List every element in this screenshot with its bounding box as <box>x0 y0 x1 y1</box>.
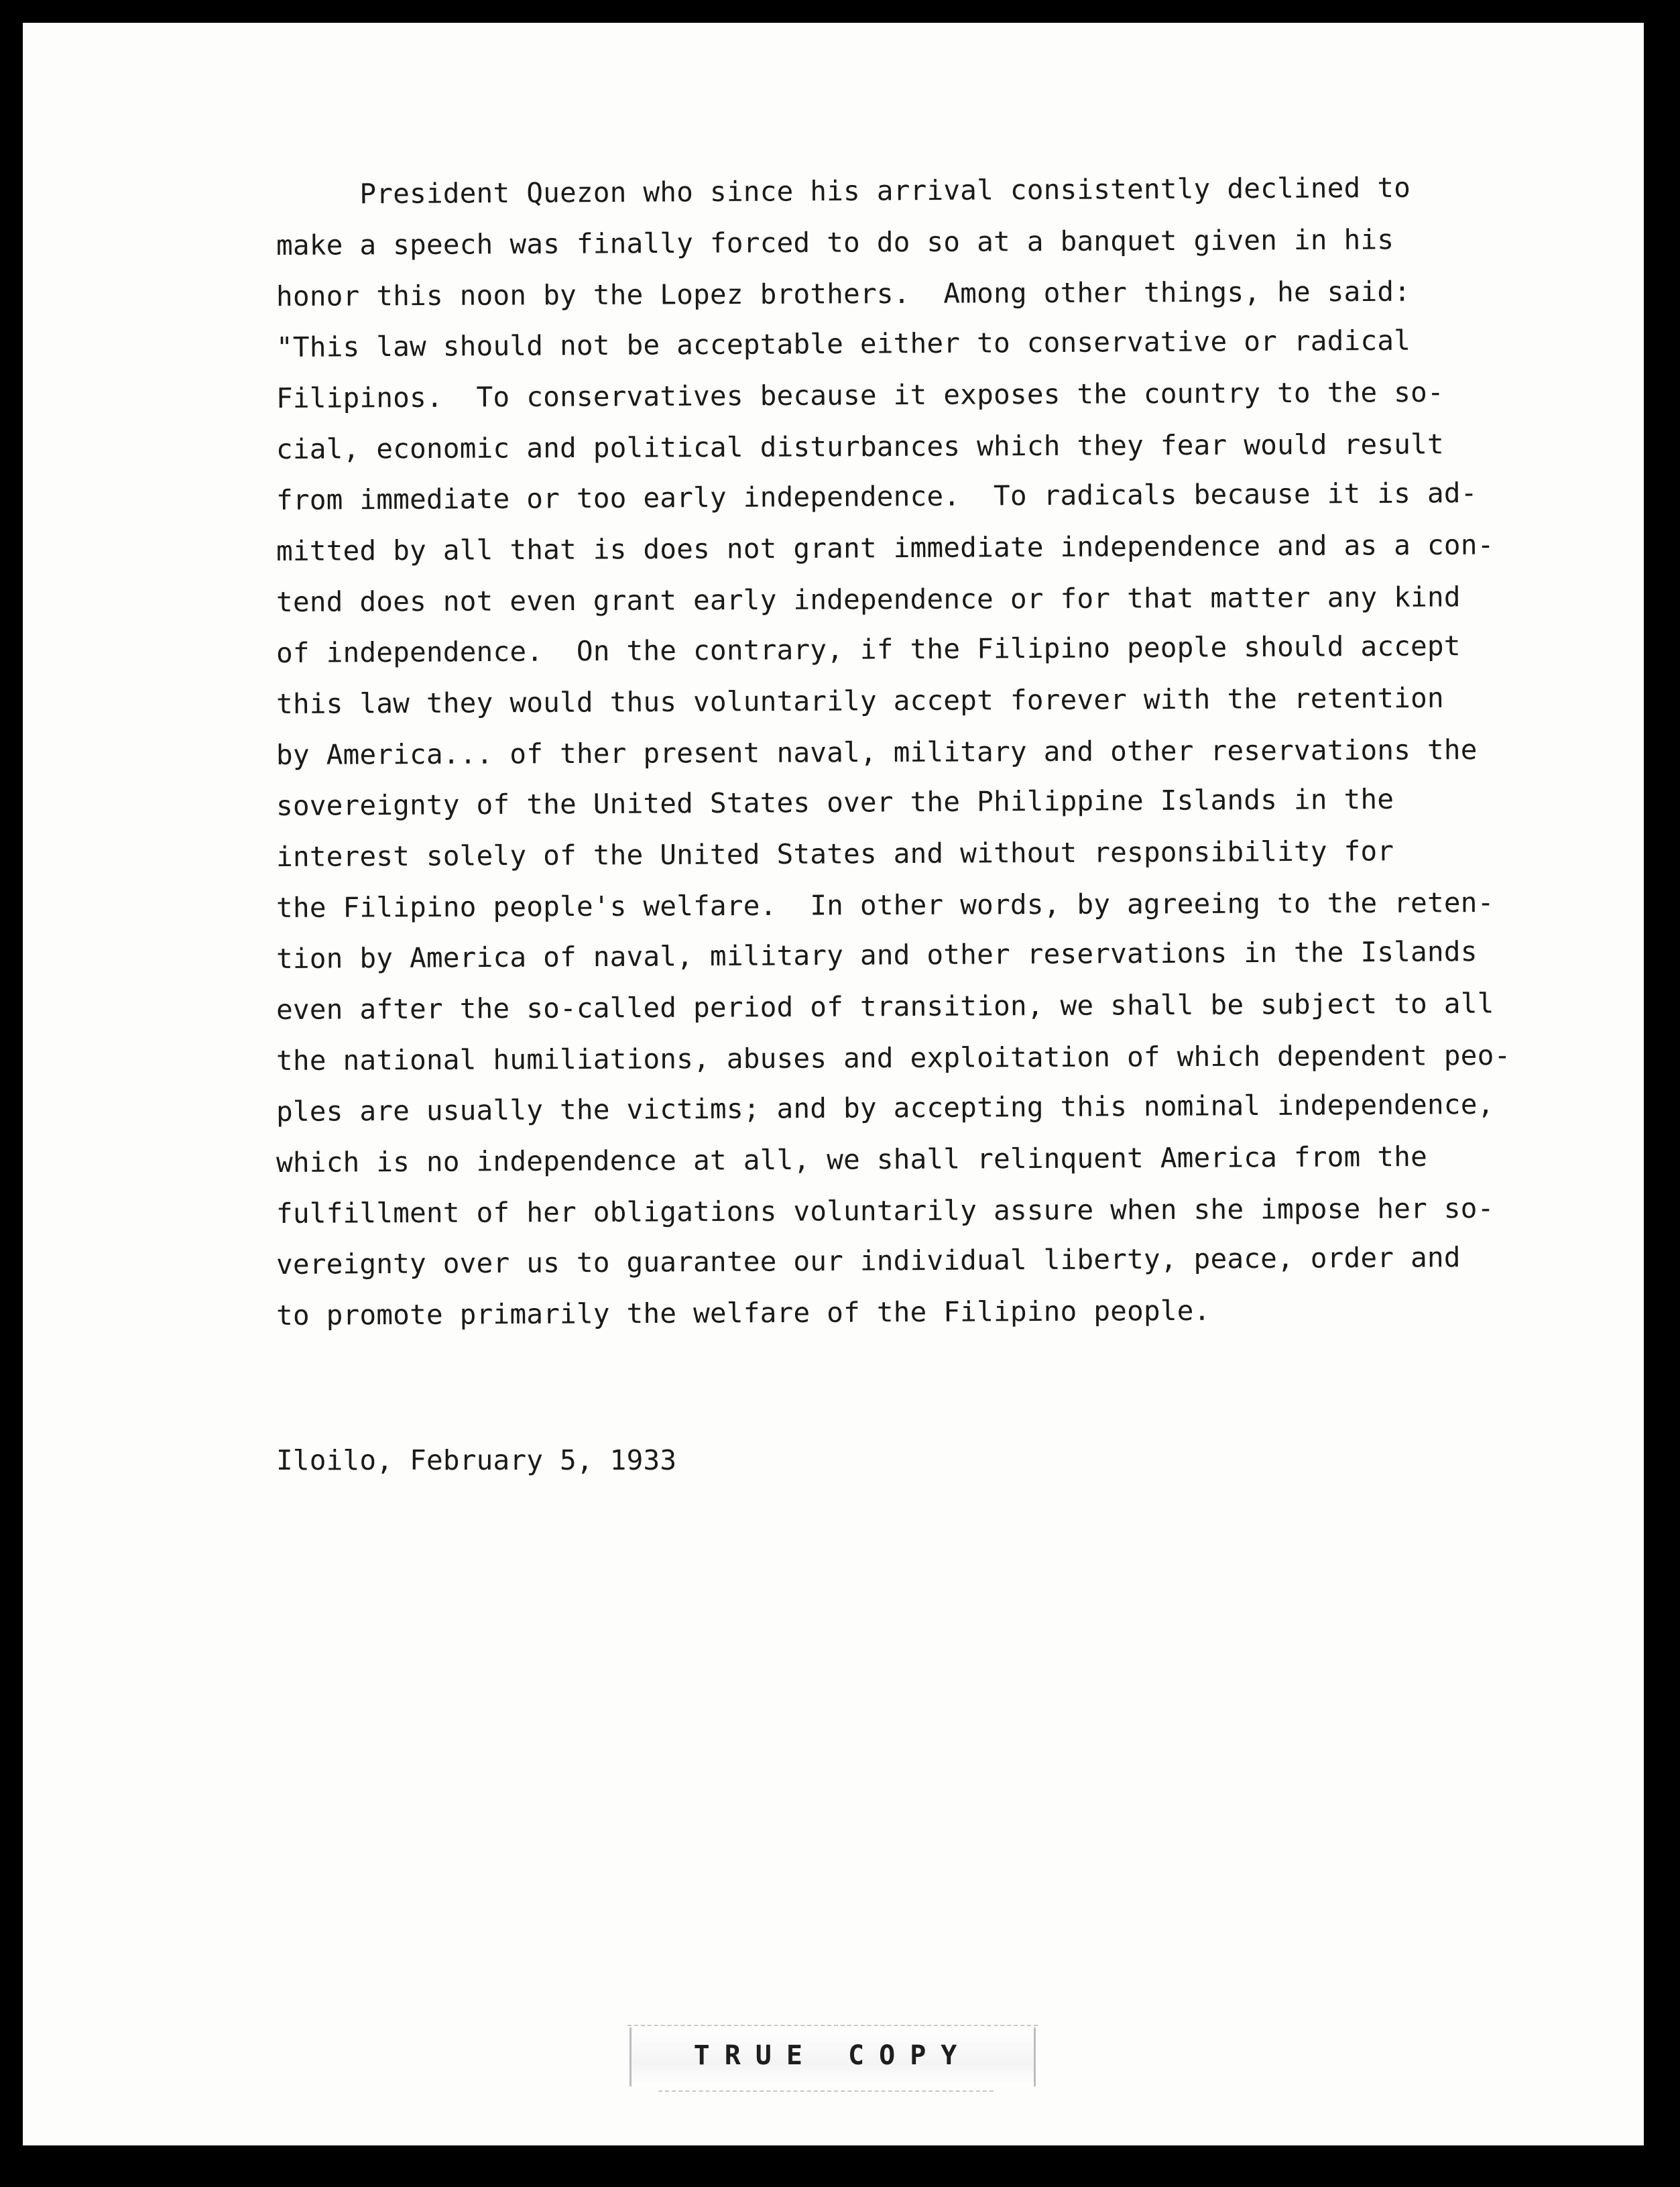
true-copy-stamp <box>629 2027 1036 2086</box>
stamp-label: TRUE COPY <box>693 2040 972 2071</box>
body-line: interest solely of the United States and without responsibility for <box>276 835 1394 873</box>
body-line: to promote primarily the welfare of the Filipino people. <box>276 1294 1211 1332</box>
body-line: President Quezon who since his arrival consistently declined to <box>276 171 1411 211</box>
dateline: Iloilo, February 5, 1933 <box>276 1444 677 1476</box>
body-line: tend does not even grant early independence or for that matter any kind <box>276 581 1461 618</box>
body-line: by America... of ther present naval, military and other reservations the <box>276 733 1478 771</box>
body-line: vereignty over us to guarantee our individual liberty, peace, order and <box>276 1241 1461 1281</box>
body-line: of independence. On the contrary, if the Filipino people should accept <box>276 630 1461 669</box>
body-line: sovereignty of the United States over the Philippine Islands in the <box>276 782 1394 822</box>
body-line: even after the so-called period of transition, we shall be subject to all <box>276 987 1494 1026</box>
body-line: mitted by all that is does not grant immediate independence and as a con- <box>276 528 1494 567</box>
document-page <box>23 23 1644 2145</box>
body-line: tion by America of naval, military and other reservations in the Islands <box>276 935 1478 975</box>
body-line: the national humiliations, abuses and exploitation of which dependent peo- <box>276 1039 1511 1077</box>
body-line: ples are usually the victims; and by accepting this nominal independence, <box>276 1087 1494 1128</box>
body-line: Filipinos. To conservatives because it exposes the country to the so- <box>276 375 1444 414</box>
body-line: cial, economic and political disturbances which they fear would result <box>276 428 1444 465</box>
body-line: "This law should not be acceptable either to conservative or radical <box>276 324 1411 363</box>
body-line: the Filipino people's welfare. In other words, by agreeing to the reten- <box>276 886 1494 924</box>
body-line: make a speech was finally forced to do so at a banquet given in his <box>276 223 1394 261</box>
body-line: fulfillment of her obligations voluntarily assure when she impose her so- <box>276 1192 1494 1230</box>
body-line: from immediate or too early independence. To radicals because it is ad- <box>276 477 1478 516</box>
body-line: this law they would thus voluntarily accept forever with the retention <box>276 681 1444 720</box>
body-line: honor this noon by the Lopez brothers. Among other things, he said: <box>276 275 1411 312</box>
body-line: which is no independence at all, we shall relinquent America from the <box>276 1140 1428 1179</box>
